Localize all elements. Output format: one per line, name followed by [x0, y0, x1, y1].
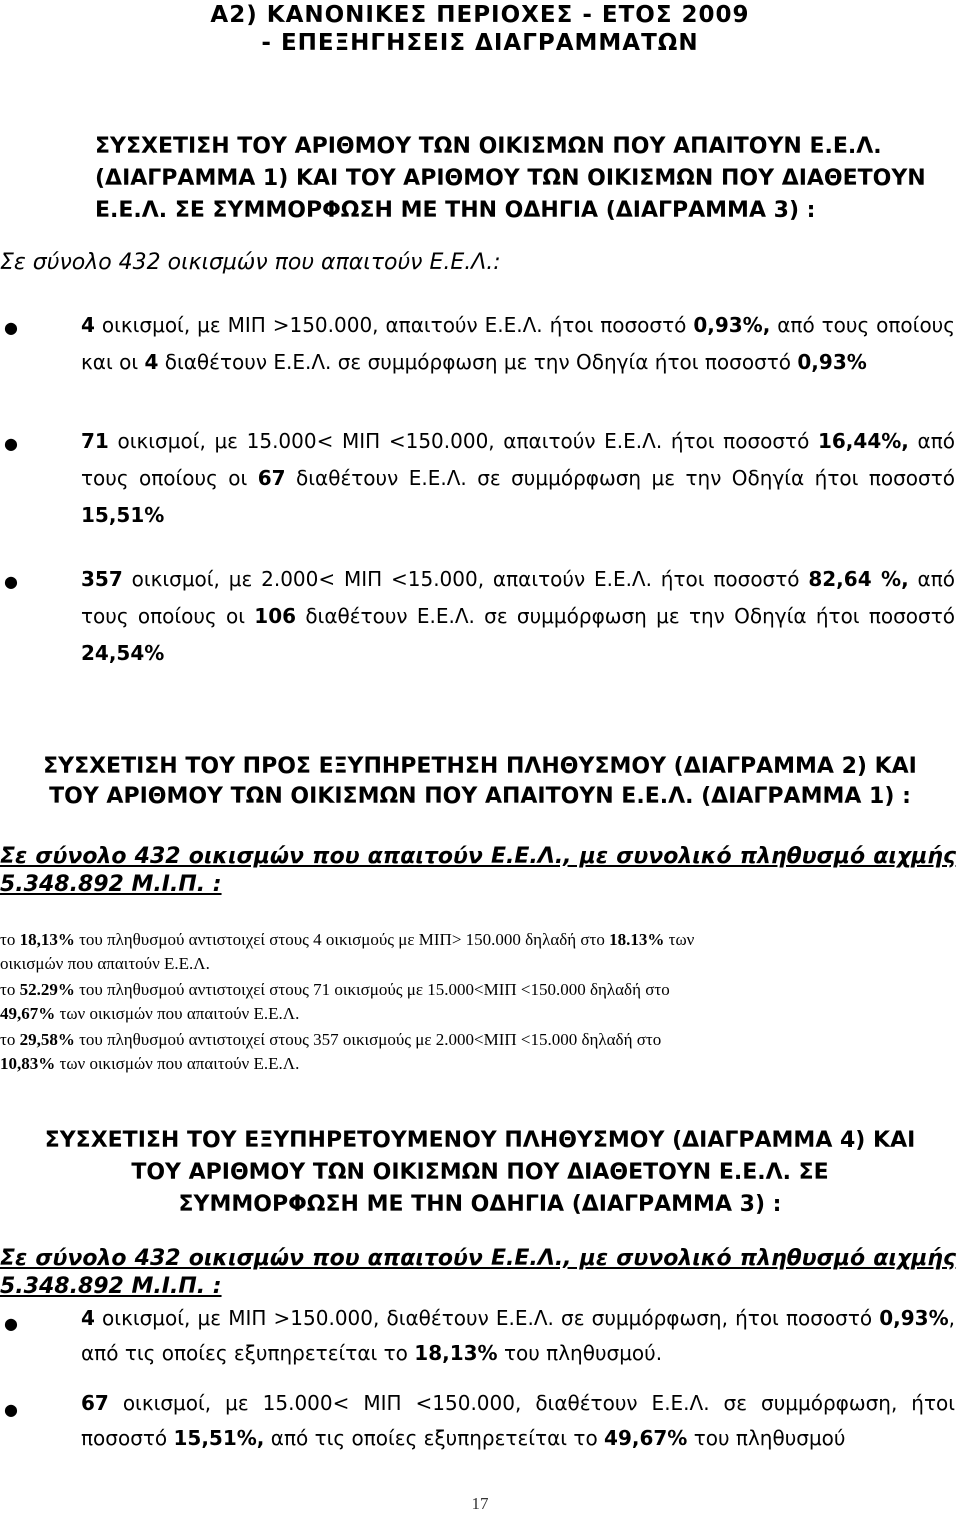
- section1-heading-line-1: ΣΥΣΧΕΤΙΣΗ ΤΟΥ ΑΡΙΘΜΟΥ ΤΩΝ ΟΙΚΙΣΜΩΝ ΠΟΥ ΑΠΑΙΤΟΥΝ Ε.Ε.Λ.: [95, 134, 882, 159]
- section1-summary: Σε σύνολο 432 οικισμών που απαιτούν Ε.Ε.Λ.:: [0, 250, 501, 275]
- section2-text-line: το 52.29% του πληθυσμού αντιστοιχεί στους 71 οικισμούς με 15.000<ΜΙΠ <150.000 δηλαδή στο: [0, 980, 670, 999]
- page-title-line-1: A2) ΚΑΝΟΝΙΚΕΣ ΠΕΡΙΟΧΕΣ - ΕΤΟΣ 2009: [210, 2, 750, 28]
- page-title-line-2: - ΕΠΕΞΗΓΗΣΕΙΣ ΔΙΑΓΡΑΜΜΑΤΩΝ: [261, 30, 699, 56]
- section2-text-line: το 29,58% του πληθυσμού αντιστοιχεί στους 357 οικισμούς με 2.000<ΜΙΠ <15.000 δηλαδή στο: [0, 1030, 662, 1049]
- section2-summary-line-1: Σε σύνολο 432 οικισμών που απαιτούν Ε.Ε.Λ., με συνολικό πληθυσμό αιχμής: [0, 844, 956, 869]
- bullet-icon: ●: [4, 434, 18, 453]
- section1-bullet-3: 357 οικισμοί, με 2.000< ΜΙΠ <15.000, απαιτούν Ε.Ε.Λ. ήτοι ποσοστό 82,64 %, από τους οποίους οι 106 διαθέτουν Ε.Ε.Λ. σε συμμόρφωση με την Οδηγία ήτοι ποσοστό 24,54%: [81, 567, 955, 665]
- section3-bullet-2: 67 οικισμοί, με 15.000< ΜΙΠ <150.000, διαθέτουν Ε.Ε.Λ. σε συμμόρφωση, ήτοι ποσοστό 15,51%, από τις οποίες εξυπηρετείται το 49,67% του πληθυσμού: [81, 1391, 955, 1450]
- section2-text-line: οικισμών που απαιτούν Ε.Ε.Λ.: [0, 954, 210, 973]
- bullet-icon: ●: [4, 572, 18, 591]
- section3-bullet-1: 4 οικισμοί, με ΜΙΠ >150.000, διαθέτουν Ε.Ε.Λ. σε συμμόρφωση, ήτοι ποσοστό 0,93%, από τις οποίες εξυπηρετείται το 18,13% του πληθυσμού.: [81, 1306, 955, 1365]
- section3-summary-line-2: 5.348.892 Μ.Ι.Π. :: [0, 1274, 222, 1299]
- section2-heading-line-2: ΤΟΥ ΑΡΙΘΜΟΥ ΤΩΝ ΟΙΚΙΣΜΩΝ ΠΟΥ ΑΠΑΙΤΟΥΝ Ε.Ε.Λ. (ΔΙΑΓΡΑΜΜΑ 1) :: [49, 784, 911, 809]
- section2-summary-line-2: 5.348.892 Μ.Ι.Π. :: [0, 872, 222, 897]
- section2-text-line: το 18,13% του πληθυσμού αντιστοιχεί στους 4 οικισμούς με ΜΙΠ> 150.000 δηλαδή στο 18.13% των: [0, 930, 695, 949]
- section3-heading-line-1: ΣΥΣΧΕΤΙΣΗ ΤΟΥ ΕΞΥΠΗΡΕΤΟΥΜΕΝΟΥ ΠΛΗΘΥΣΜΟΥ (ΔΙΑΓΡΑΜΜΑ 4) ΚΑΙ: [44, 1128, 916, 1153]
- section3-heading-line-3: ΣΥΜΜΟΡΦΩΣΗ ΜΕ ΤΗΝ ΟΔΗΓΙΑ (ΔΙΑΓΡΑΜΜΑ 3) :: [178, 1192, 782, 1217]
- section3-heading-line-2: ΤΟΥ ΑΡΙΘΜΟΥ ΤΩΝ ΟΙΚΙΣΜΩΝ ΠΟΥ ΔΙΑΘΕΤΟΥΝ Ε.Ε.Λ. ΣΕ: [131, 1160, 829, 1185]
- section1-heading-line-2: (ΔΙΑΓΡΑΜΜΑ 1) ΚΑΙ ΤΟΥ ΑΡΙΘΜΟΥ ΤΩΝ ΟΙΚΙΣΜΩΝ ΠΟΥ ΔΙΑΘΕΤΟΥΝ: [95, 166, 926, 191]
- section2-text-line: 49,67% των οικισμών που απαιτούν Ε.Ε.Λ.: [0, 1004, 300, 1023]
- bullet-icon: ●: [4, 1400, 18, 1419]
- section2-text-line: 10,83% των οικισμών που απαιτούν Ε.Ε.Λ.: [0, 1054, 300, 1073]
- bullet-icon: ●: [4, 318, 18, 337]
- section1-heading-line-3: Ε.Ε.Λ. ΣΕ ΣΥΜΜΟΡΦΩΣΗ ΜΕ ΤΗΝ ΟΔΗΓΙΑ (ΔΙΑΓΡΑΜΜΑ 3) :: [95, 198, 816, 223]
- section1-bullet-1: 4 οικισμοί, με ΜΙΠ >150.000, απαιτούν Ε.Ε.Λ. ήτοι ποσοστό 0,93%, από τους οποίους και οι 4 διαθέτουν Ε.Ε.Λ. σε συμμόρφωση με την Οδηγία ήτοι ποσοστό 0,93%: [81, 313, 955, 374]
- section1-bullet-2: 71 οικισμοί, με 15.000< ΜΙΠ <150.000, απαιτούν Ε.Ε.Λ. ήτοι ποσοστό 16,44%, από τους οποίους οι 67 διαθέτουν Ε.Ε.Λ. σε συμμόρφωση με την Οδηγία ήτοι ποσοστό 15,51%: [81, 429, 955, 527]
- section3-summary-line-1: Σε σύνολο 432 οικισμών που απαιτούν Ε.Ε.Λ., με συνολικό πληθυσμό αιχμής: [0, 1246, 956, 1271]
- bullet-icon: ●: [4, 1314, 18, 1333]
- page-number: 17: [471, 1494, 489, 1513]
- section2-heading-line-1: ΣΥΣΧΕΤΙΣΗ ΤΟΥ ΠΡΟΣ ΕΞΥΠΗΡΕΤΗΣΗ ΠΛΗΘΥΣΜΟΥ (ΔΙΑΓΡΑΜΜΑ 2) ΚΑΙ: [43, 754, 917, 779]
